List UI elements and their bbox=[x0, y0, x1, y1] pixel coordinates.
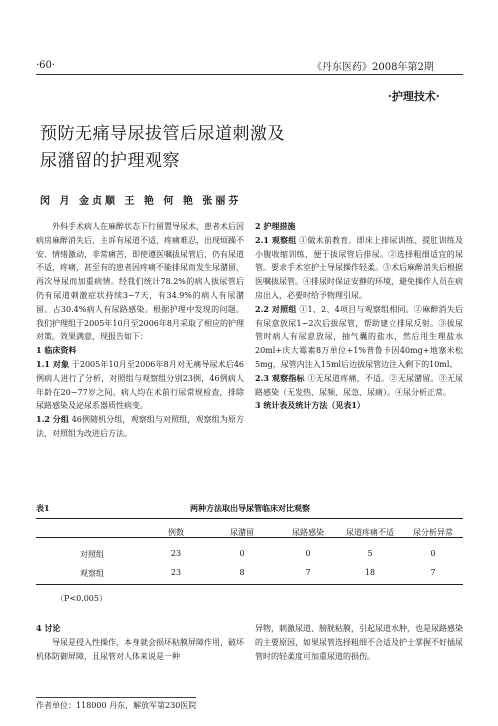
paragraph-1-1 bbox=[36, 358, 244, 413]
subheading-2-3: 2.3 观察指标 bbox=[255, 372, 305, 383]
table-header-cell: 尿潴留 bbox=[230, 528, 254, 537]
journal-name: 《丹东医药》2008年第2期 bbox=[312, 62, 434, 73]
intro-paragraph: 外科手术病人在麻醉状态下行留置导尿术，患者术后因病房麻醉消失后，主诉有尿道不适、疼痛难忍，出现烦躁不安、情绪激动，非常痛苦，即使遵医嘱拔尿管后，仍有尿道不适，疼痛，甚至有的患者因疼痛不能排尿而发生尿潴留，再次导尿而加重病情。经我们统计78.2%的病人拔尿管后仍有尿道刺激症状持续3~7天，有34.9%的病人有尿潴留。占30.4%病人有尿路感染。根据护理中发现的问题。我们护理组于2005年10月至2006年8月采取了相应的护理对策。效果满意，现报告如下： bbox=[36, 222, 244, 342]
table-cell: 7 bbox=[305, 568, 311, 577]
text-2-2: ①1、2、4项目与观察组相同。②麻醉消失后有尿意放尿1~2次后拔尿管，帮助建立排尿反射。③拔尿管时病人有尿意放尿，抽气囊的盐水，然后用生理盐水20ml+庆大霉素8万单位+1%普鲁卡因40mg+地塞米松5mg，尿管内注入15ml后边拔尿管边注入剩下的10ml。 bbox=[255, 304, 463, 369]
author-affiliation: 作者单位：118000 丹东，解放军第230医院 bbox=[36, 701, 197, 710]
column-name: ·护理技术· bbox=[388, 90, 440, 103]
section-heading-4: 4 讨论 bbox=[36, 623, 61, 633]
discussion-text-left: 导尿是侵入性操作，本身就会损坏粘膜屏障作用，破坏机体防御屏障，且尿管对人体来说是一种 bbox=[36, 637, 244, 661]
table-cell: 5 bbox=[367, 549, 373, 558]
table-note: （P<0.005） bbox=[56, 594, 107, 603]
table-cell: 8 bbox=[239, 568, 245, 577]
footnote-rule bbox=[36, 697, 196, 698]
subheading-1-2: 1.2 分组 bbox=[36, 414, 70, 425]
title-line-1: 预防无痛导尿拔管后尿道刺激及 bbox=[40, 124, 285, 144]
paragraph-1-2 bbox=[36, 413, 244, 441]
table-top-rule bbox=[36, 518, 463, 519]
author-list: 闵 月 金贞顺 王 艳 何 艳 张丽芬 bbox=[40, 196, 242, 207]
text-1-2: 46例随机分组，观察组与对照组，观察组为原方法，对照组为改进后方法。 bbox=[36, 415, 245, 438]
table-header-cell: 例数 bbox=[168, 528, 184, 537]
article-title bbox=[40, 121, 285, 175]
table-header-cell: 尿路感染 bbox=[292, 528, 324, 537]
table-cell: 0 bbox=[430, 549, 436, 558]
table-header-cell: 尿道疼痛不适 bbox=[346, 528, 394, 537]
left-column bbox=[36, 220, 244, 441]
discussion-left bbox=[36, 622, 244, 663]
table-row-label: 对照组 bbox=[80, 550, 104, 559]
section-heading-3: 3 统计表及统计方法（见表1） bbox=[255, 400, 365, 411]
table-header-cell: 尿分析异常 bbox=[413, 528, 453, 537]
header-rule bbox=[36, 74, 463, 75]
page-number: ·60· bbox=[36, 60, 56, 71]
subheading-2-1: 2.1 观察组 bbox=[255, 234, 297, 245]
text-2-3: ①无尿道疼痛，不适。②无尿潴留。③无尿路感染（无发热、尿频、尿急、尿痛）。④尿分析正常。 bbox=[255, 373, 464, 397]
paragraph-2-3 bbox=[255, 372, 463, 400]
table-cell: 0 bbox=[239, 549, 245, 558]
paragraph-2-2 bbox=[255, 303, 463, 372]
subheading-1-1: 1.1 对象 bbox=[36, 358, 70, 369]
table-cell: 23 bbox=[170, 568, 182, 577]
table-cell: 23 bbox=[170, 549, 182, 558]
subheading-2-2: 2.2 对照组 bbox=[255, 303, 297, 314]
text-1-1: 于2005年10月至2006年8月对无痛导尿术后46例病人进行了分析，对照组与观察组分别23例，46例病人年龄在20~77岁之间。病人均在术前行尿常规检查，排除尿路感染及泌尿系器质性病变。 bbox=[36, 359, 245, 411]
section-heading-1: 1 临床资料 bbox=[36, 345, 77, 356]
table-cell: 0 bbox=[305, 549, 311, 558]
right-column bbox=[255, 220, 463, 413]
table-cell: 18 bbox=[364, 568, 376, 577]
table-row-label: 观察组 bbox=[80, 569, 104, 578]
section-heading-2: 2 护理措施 bbox=[255, 221, 296, 231]
table-bottom-rule bbox=[36, 584, 463, 585]
discussion-right bbox=[255, 622, 463, 663]
paragraph-2-1 bbox=[255, 234, 463, 303]
discussion-text-right: 异物，刺激尿道、膀胱粘膜，引起尿道水肿，也是尿路感染的主要原因，如果尿管选择粗细不合适及护士掌握不好插尿管时的轻柔度可加重尿道的损伤。 bbox=[255, 624, 463, 661]
table-number: 表1 bbox=[36, 503, 50, 513]
text-2-1: ①做术前教育。即床上排尿训练、提肛训练及小腹收缩训练，便于拔尿管后排尿。②选择粗细适宜的尿管。要求手术室护士导尿操作轻柔。③术后麻醉消失后根据医嘱拔尿管。④排尿时保证安静的环境，避免操作人员在病房出入，必要时给予物理引尿。 bbox=[255, 235, 464, 300]
title-line-2: 尿潴留的护理观察 bbox=[40, 151, 180, 171]
table-cell: 7 bbox=[430, 568, 436, 577]
table-title: 两种方法取出导尿管临床对比观察 bbox=[190, 503, 310, 513]
